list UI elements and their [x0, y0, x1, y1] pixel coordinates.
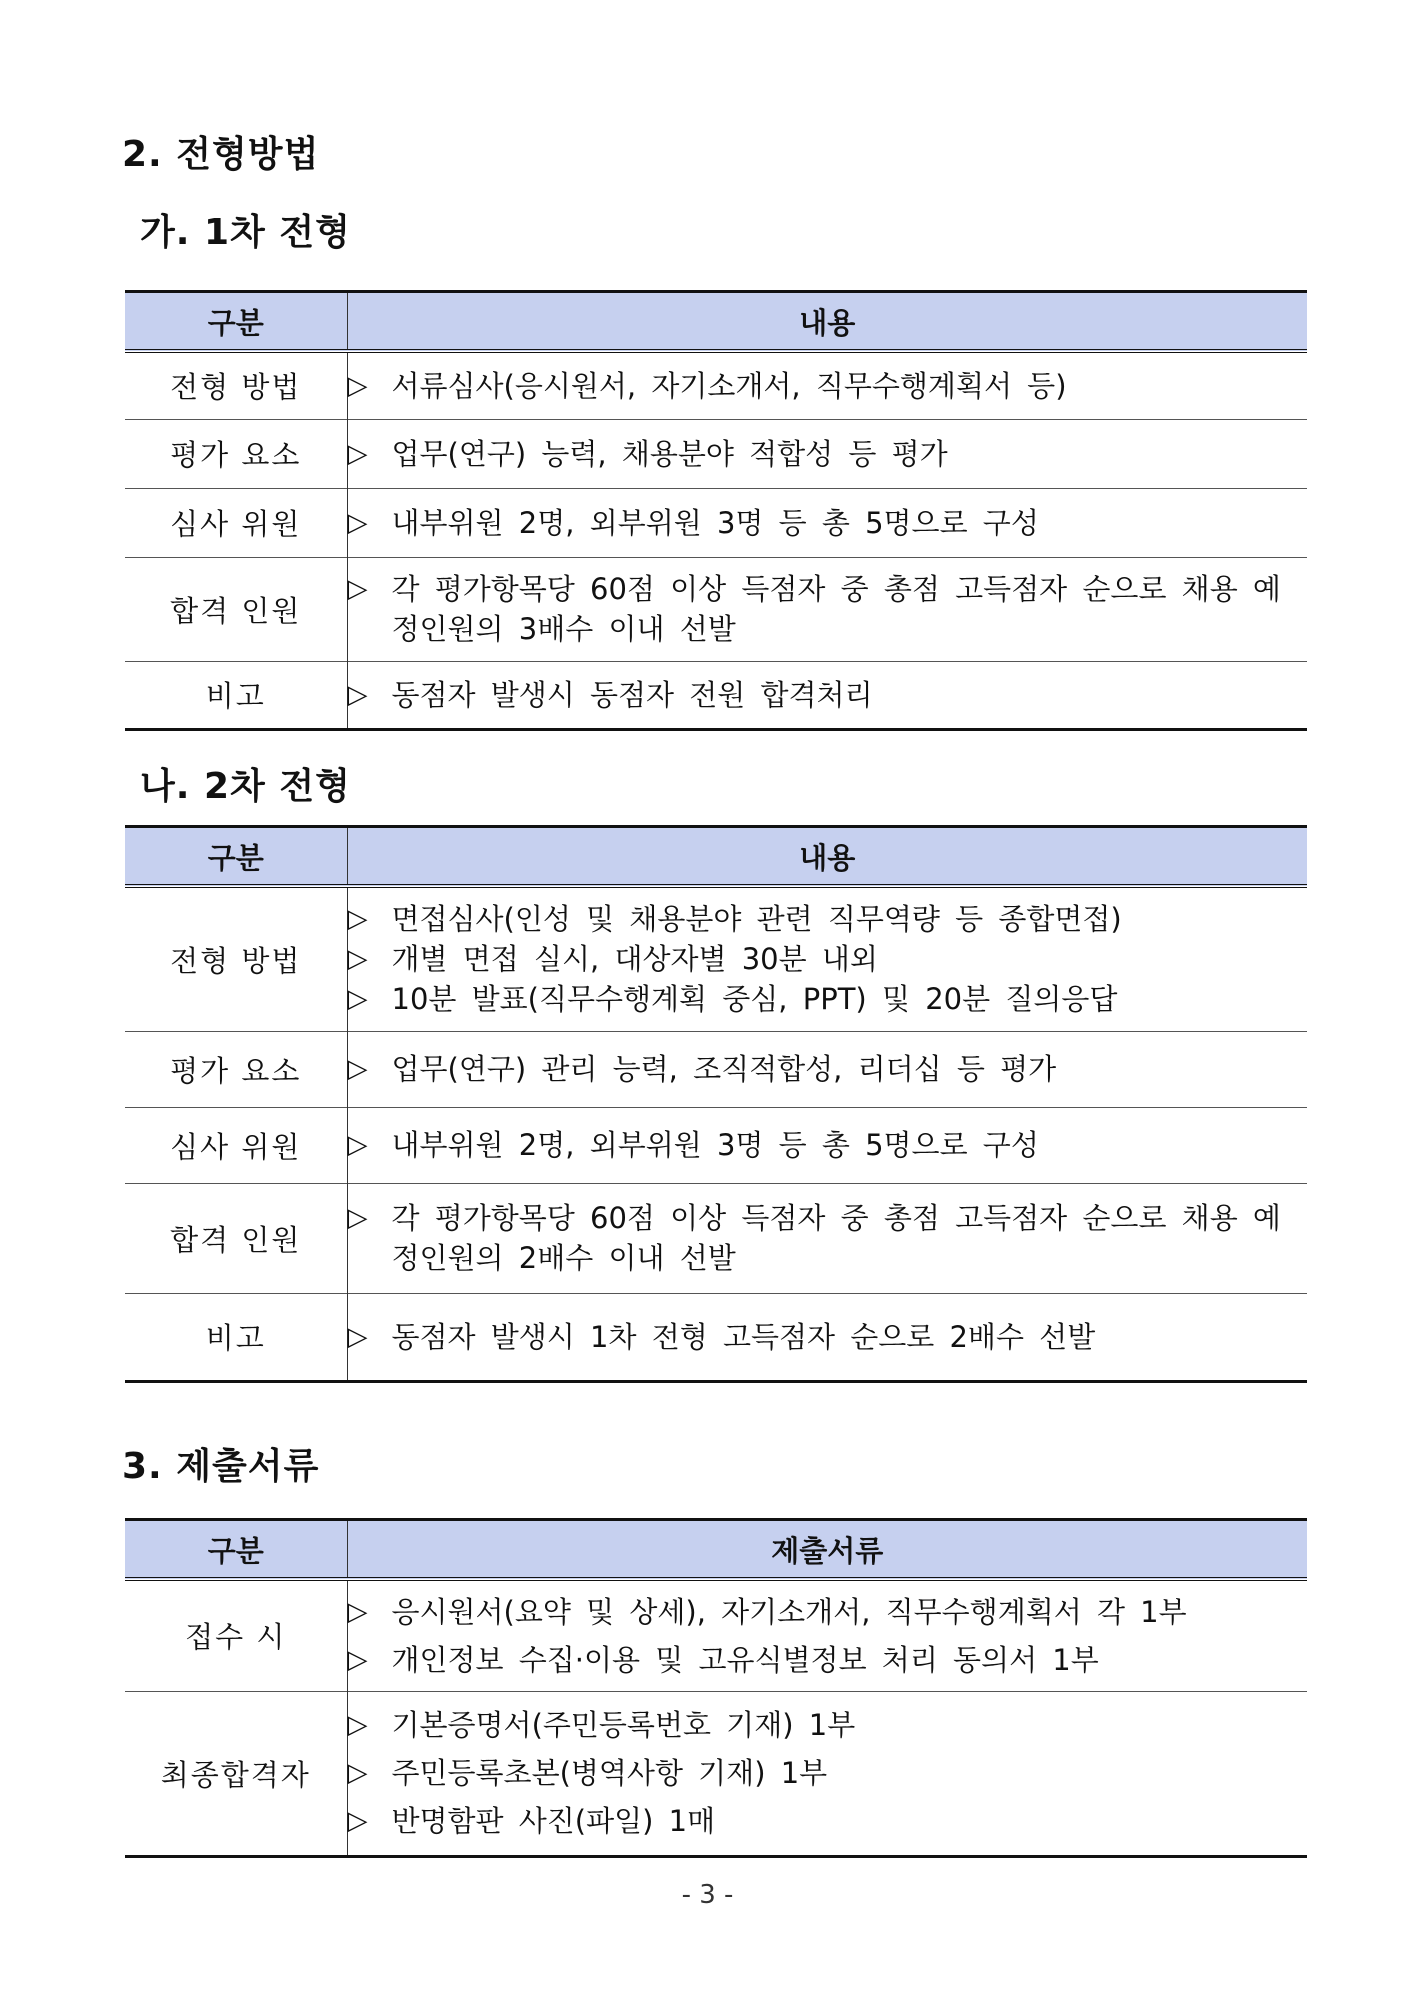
- header-category: 구분: [125, 827, 347, 887]
- row-label: 비고: [125, 661, 347, 729]
- triangle-right-icon: ▷: [347, 944, 368, 975]
- row-item: 내부위원 2명, 외부위원 3명 등 총 5명으로 구성: [391, 1128, 1039, 1162]
- triangle-right-icon: ▷: [347, 1644, 368, 1675]
- triangle-right-icon: ▷: [347, 1321, 368, 1352]
- row-item: 면접심사(인성 및 채용분야 관련 직무역량 등 종합면접): [391, 902, 1122, 937]
- row-item: 내부위원 2명, 외부위원 3명 등 총 5명으로 구성: [391, 505, 1039, 540]
- row-item: 동점자 발생시 동점자 전원 합격처리: [391, 677, 873, 712]
- row-item: 개인정보 수집·이용 및 고유식별정보 처리 동의서 1부: [391, 1642, 1099, 1677]
- triangle-right-icon: ▷: [347, 984, 368, 1015]
- row-content: [347, 351, 1307, 419]
- table-header-row: [125, 1520, 1307, 1580]
- table-documents: [125, 1518, 1307, 1858]
- row-item: 응시원서(요약 및 상세), 자기소개서, 직무수행계획서 각 1부: [391, 1594, 1187, 1629]
- row-item: 동점자 발생시 1차 전형 고득점자 순으로 2배수 선발: [391, 1319, 1096, 1354]
- header-category: 구분: [125, 1520, 347, 1580]
- table-row: [125, 351, 1307, 419]
- table-header-row: [125, 827, 1307, 887]
- row-content: [347, 1183, 1307, 1293]
- table-row: [125, 1293, 1307, 1381]
- table-row: [125, 1579, 1307, 1691]
- row-label: 합격 인원: [125, 557, 347, 661]
- row-item: 업무(연구) 능력, 채용분야 적합성 등 평가: [391, 436, 948, 471]
- row-content: [347, 1107, 1307, 1183]
- row-content: [347, 488, 1307, 557]
- row-label: 최종합격자: [125, 1691, 347, 1856]
- row-content: [347, 557, 1307, 661]
- row-item: 개별 면접 실시, 대상자별 30분 내외: [391, 942, 878, 977]
- triangle-right-icon: ▷: [347, 1806, 368, 1836]
- section-2-title: 2. 전형방법: [122, 134, 320, 175]
- row-content: [347, 886, 1307, 1031]
- row-content: [347, 1691, 1307, 1856]
- row-label: 평가 요소: [125, 419, 347, 488]
- table-row: [125, 1691, 1307, 1856]
- subsection-2-title: 나. 2차 전형: [140, 766, 351, 807]
- triangle-right-icon: ▷: [347, 1710, 368, 1740]
- row-content: [347, 1293, 1307, 1381]
- triangle-right-icon: ▷: [347, 1596, 368, 1627]
- row-item: 각 평가항목당 60점 이상 득점자 중 총점 고득점자 순으로 채용 예정인원의 3배수 이내 선발: [391, 572, 1281, 646]
- row-label: 합격 인원: [125, 1183, 347, 1293]
- row-label: 심사 위원: [125, 1107, 347, 1183]
- row-item: 10분 발표(직무수행계획 중심, PPT) 및 20분 질의응답: [391, 982, 1118, 1017]
- table-header-row: [125, 292, 1307, 352]
- triangle-right-icon: ▷: [347, 574, 368, 604]
- row-content: [347, 419, 1307, 488]
- header-category: 구분: [125, 292, 347, 352]
- triangle-right-icon: ▷: [347, 904, 368, 935]
- table-row: [125, 661, 1307, 729]
- row-label: 전형 방법: [170, 370, 302, 405]
- triangle-right-icon: ▷: [347, 1130, 368, 1160]
- row-content: [347, 661, 1307, 729]
- row-content: [347, 1579, 1307, 1691]
- row-item: 반명함판 사진(파일) 1매: [391, 1804, 716, 1838]
- table-second-round: [125, 825, 1307, 1383]
- triangle-right-icon: ▷: [347, 679, 368, 710]
- triangle-right-icon: ▷: [347, 507, 368, 538]
- triangle-right-icon: ▷: [347, 438, 368, 469]
- row-content: [347, 1031, 1307, 1107]
- header-content: 내용: [347, 292, 1307, 352]
- triangle-right-icon: ▷: [347, 1054, 368, 1084]
- row-item: 업무(연구) 관리 능력, 조직적합성, 리더십 등 평가: [391, 1052, 1057, 1086]
- row-item: 각 평가항목당 60점 이상 득점자 중 총점 고득점자 순으로 채용 예정인원의 2배수 이내 선발: [391, 1201, 1281, 1275]
- row-label: 전형 방법: [170, 943, 302, 978]
- triangle-right-icon: ▷: [347, 370, 368, 401]
- table-first-round: [125, 290, 1307, 731]
- table-row: [125, 1183, 1307, 1293]
- table-row: [125, 1031, 1307, 1107]
- triangle-right-icon: ▷: [347, 1758, 368, 1788]
- section-3-title: 3. 제출서류: [122, 1446, 320, 1487]
- row-label: 평가 요소: [125, 1031, 347, 1107]
- table-row: [125, 488, 1307, 557]
- row-item: 기본증명서(주민등록번호 기재) 1부: [391, 1708, 856, 1742]
- table-row: [125, 557, 1307, 661]
- row-label: 심사 위원: [125, 488, 347, 557]
- row-label: 접수 시: [185, 1620, 287, 1655]
- triangle-right-icon: ▷: [347, 1203, 368, 1233]
- page-number: - 3 -: [681, 1880, 734, 1910]
- table-row: [125, 419, 1307, 488]
- header-content: 내용: [347, 827, 1307, 887]
- header-documents: 제출서류: [347, 1520, 1307, 1580]
- subsection-1-title: 가. 1차 전형: [140, 212, 351, 253]
- table-row: [125, 1107, 1307, 1183]
- row-item: 주민등록초본(병역사항 기재) 1부: [391, 1756, 828, 1790]
- row-label: 비고: [125, 1293, 347, 1381]
- row-item: 서류심사(응시원서, 자기소개서, 직무수행계획서 등): [391, 368, 1067, 403]
- table-row: [125, 886, 1307, 1031]
